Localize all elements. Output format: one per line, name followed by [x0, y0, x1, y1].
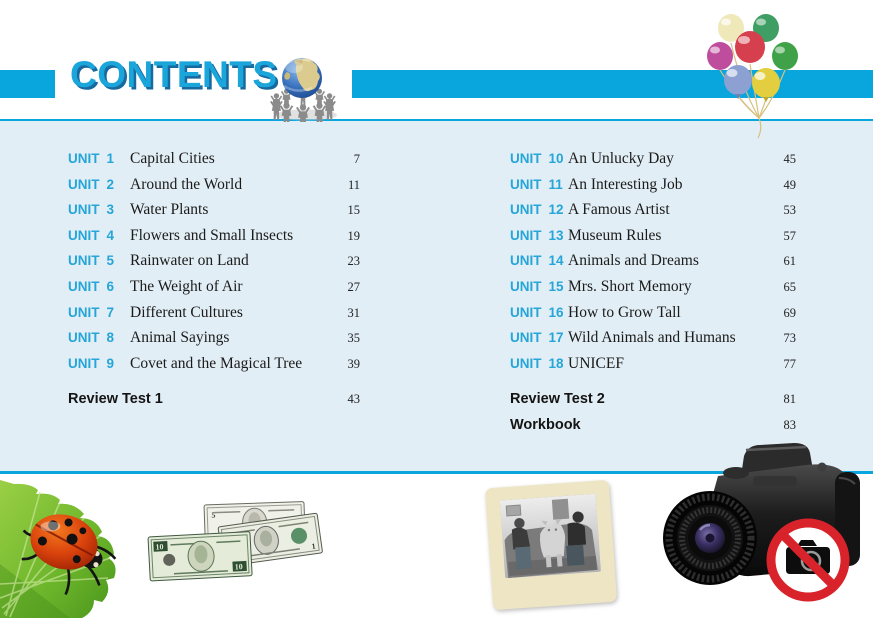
- page-number: 61: [783, 254, 796, 269]
- unit-title: Animals and Dreams: [568, 252, 699, 270]
- unit-title: A Famous Artist: [568, 201, 670, 219]
- page-number: 15: [347, 203, 360, 218]
- page-number: 19: [347, 228, 360, 243]
- page-number: 43: [347, 392, 360, 406]
- page-number: 27: [347, 279, 360, 294]
- unit-title: An Interesting Job: [568, 175, 683, 193]
- slide-photo-image: [500, 494, 601, 579]
- toc-column-left: [68, 150, 360, 380]
- unit-title: Around the World: [130, 175, 243, 193]
- unit-label: UNIT 11: [510, 176, 563, 192]
- review-test-1-label: Review Test 1: [68, 391, 163, 407]
- toc-row: [510, 391, 796, 417]
- header-bar-left: [0, 70, 55, 98]
- toc-row: [68, 227, 360, 253]
- page-number: 81: [783, 392, 796, 406]
- unit-label: UNIT 13: [510, 227, 564, 243]
- unit-title: An Unlucky Day: [568, 150, 674, 167]
- unit-label: UNIT 6: [68, 278, 115, 294]
- page-title: CONTENTS: [70, 54, 278, 95]
- page-number: 57: [783, 228, 796, 243]
- toc-row: [510, 201, 796, 227]
- toc-row: [68, 304, 360, 330]
- unit-label: UNIT 17: [510, 330, 564, 346]
- toc-row: [510, 417, 796, 443]
- toc-extras-left: [68, 391, 360, 417]
- toc-row: [68, 391, 360, 417]
- svg-text:10: 10: [155, 542, 164, 552]
- toc-row: [510, 304, 796, 330]
- unit-label: UNIT 4: [68, 227, 115, 243]
- unit-title: How to Grow Tall: [568, 303, 681, 321]
- unit-title: Rainwater on Land: [130, 252, 249, 270]
- toc-row: [510, 329, 796, 355]
- unit-label: UNIT 8: [68, 330, 115, 346]
- workbook-label: Workbook: [510, 416, 581, 433]
- unit-title: Capital Cities: [130, 150, 215, 167]
- toc-row: [68, 176, 360, 202]
- toc-row: [510, 278, 796, 304]
- page-number: 7: [353, 152, 360, 166]
- page-number: 11: [347, 177, 360, 192]
- unit-title: Water Plants: [130, 201, 209, 219]
- unit-title: Wild Animals and Humans: [568, 329, 736, 347]
- unit-title: Covet and the Magical Tree: [130, 354, 303, 372]
- toc-row: [510, 227, 796, 253]
- unit-label: UNIT 15: [510, 278, 564, 294]
- toc-row: [68, 201, 360, 227]
- unit-label: UNIT 10: [510, 151, 564, 166]
- unit-label: UNIT 14: [510, 253, 564, 269]
- page-number: 53: [783, 203, 796, 218]
- ladybug-leaf-photo: [0, 474, 152, 618]
- unit-label: UNIT 2: [68, 176, 115, 192]
- dollar-bills-photo: [142, 497, 332, 599]
- unit-label: UNIT 7: [68, 304, 115, 320]
- toc-row: [510, 355, 796, 381]
- page-number: 83: [783, 417, 796, 432]
- unit-title: The Weight of Air: [130, 277, 243, 295]
- globe-people-icon: [266, 52, 342, 122]
- toc-row: [68, 278, 360, 304]
- unit-label: UNIT 9: [68, 355, 115, 371]
- unit-title: Mrs. Short Memory: [568, 277, 692, 295]
- unit-title: Flowers and Small Insects: [130, 226, 294, 244]
- unit-label: UNIT 3: [68, 202, 115, 218]
- toc-column-right: [510, 150, 796, 380]
- unit-title: Animal Sayings: [130, 329, 230, 347]
- page-number: 23: [347, 254, 360, 269]
- page-number: 31: [347, 305, 360, 320]
- unit-title: Museum Rules: [568, 226, 662, 244]
- toc-row: [510, 252, 796, 278]
- svg-text:5: 5: [211, 510, 216, 520]
- toc-row: [68, 329, 360, 355]
- page-number: 69: [783, 305, 796, 320]
- unit-label: UNIT 16: [510, 304, 564, 320]
- toc-row: [510, 150, 796, 176]
- page-number: 65: [783, 279, 796, 294]
- svg-text:1: 1: [311, 541, 317, 552]
- page-number: 77: [783, 356, 796, 371]
- balloons-illustration: [693, 6, 817, 140]
- page-number: 35: [347, 331, 360, 346]
- unit-label: UNIT 18: [510, 355, 564, 371]
- unit-label: UNIT 1: [68, 151, 115, 166]
- page-number: 45: [783, 152, 796, 166]
- toc-row: [68, 355, 360, 381]
- toc-extras-right: [510, 391, 796, 442]
- toc-row: [68, 150, 360, 176]
- page-number: 39: [347, 356, 360, 371]
- page-number: 49: [783, 177, 796, 192]
- photo-slide: [485, 480, 617, 610]
- svg-text:10: 10: [234, 562, 243, 572]
- unit-label: UNIT 5: [68, 253, 115, 269]
- toc-row: [68, 252, 360, 278]
- unit-label: UNIT 12: [510, 202, 564, 218]
- page-number: 73: [783, 331, 796, 346]
- unit-title: Different Cultures: [130, 303, 243, 321]
- review-test-2-label: Review Test 2: [510, 391, 605, 407]
- toc-row: [510, 176, 796, 202]
- unit-title: UNICEF: [568, 354, 624, 372]
- camera-no-photography: [656, 442, 864, 616]
